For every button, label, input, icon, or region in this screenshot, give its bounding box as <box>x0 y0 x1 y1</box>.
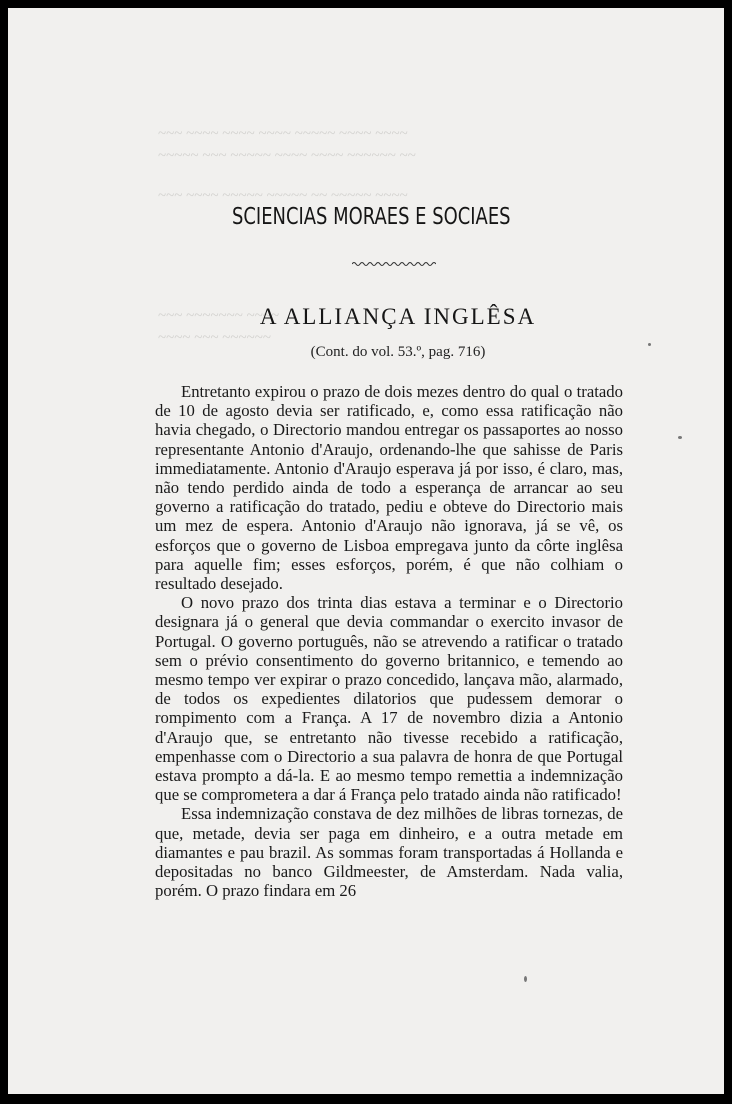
bleed-through-4: ~~~ ~~~~~~~ ~~~~ <box>158 308 280 324</box>
article-title: A ALLIANÇA INGLÊSA <box>259 304 537 329</box>
section-heading: SCIENCIAS MORAES E SOCIAES <box>232 204 511 230</box>
article-body <box>155 382 623 900</box>
bleed-through-5: ~~~~ ~~~ ~~~~~~ <box>158 330 271 346</box>
scan-speck <box>524 976 527 982</box>
bleed-through-2: ~~~~~ ~~~ ~~~~~ ~~~~ ~~~~ ~~~~~~ ~~ <box>158 148 416 164</box>
paragraph: O novo prazo dos trinta dias estava a terminar e o Directorio designara já o general que devia commandar o exercito invasor de Portugal. O governo português, não se atrevendo a ratificar o tratado sem o prévio consentimento do governo britannico, e temendo ao mesmo tempo ver expirar o prazo concedido, lançava mão, alarmado, de todos os expedientes dilatorios que pudessem demorar o rompimento com a França. A 17 de novembro dizia a Antonio d'Araujo que, se entretanto não tivesse recebido a ratificação, empenhasse com o Directorio a sua palavra de honra de que Portugal estava prompto a dá-la. E ao mesmo tempo remettia a indemnização que se comprometera a dar á França pelo tratado ainda não ratificado! <box>155 593 623 805</box>
ornament-rule <box>352 260 436 268</box>
paragraph: Essa indemnização constava de dez milhões de libras tornezas, de que, metade, devia ser paga em dinheiro, e a outra metade em diamantes e pau brazil. As sommas foram transportadas á Hollanda e depositadas no banco Gildmeester, de Amsterdam. Nada valia, porém. O prazo findara em 26 <box>155 804 623 901</box>
scan-speck <box>678 436 682 439</box>
continuation-note: (Cont. do vol. 53.º, pag. 716) <box>310 344 486 360</box>
bleed-through-3: ~~~ ~~~~ ~~~~~ ~~~~~ ~~ ~~~~~ ~~~~ <box>158 188 408 204</box>
bleed-through-1: ~~~ ~~~~ ~~~~ ~~~~ ~~~~~ ~~~~ ~~~~ <box>158 126 408 142</box>
scan-speck <box>648 343 651 346</box>
document-page <box>8 8 724 1094</box>
paragraph: Entretanto expirou o prazo de dois mezes dentro do qual o tratado de 10 de agosto devia ser ratificado, e, como essa ratificação não havia chegado, o Directorio mandou entregar os passaportes ao nosso representante Antonio d'Araujo, ordenando-lhe que sahisse de Paris immediatamente. Antonio d'Araujo esperava já por isso, é claro, mas, não tendo perdido ainda de todo a esperança de arrancar ao seu governo a ratificação do tratado, pediu e obteve do Directorio mais um mez de espera. Antonio d'Araujo não ignorava, já se vê, os esforços que o governo de Lisboa empregava junto da côrte inglêsa para aquelle fim; esses esforços, porém, é que não colhiam o resultado desejado. <box>155 382 623 594</box>
